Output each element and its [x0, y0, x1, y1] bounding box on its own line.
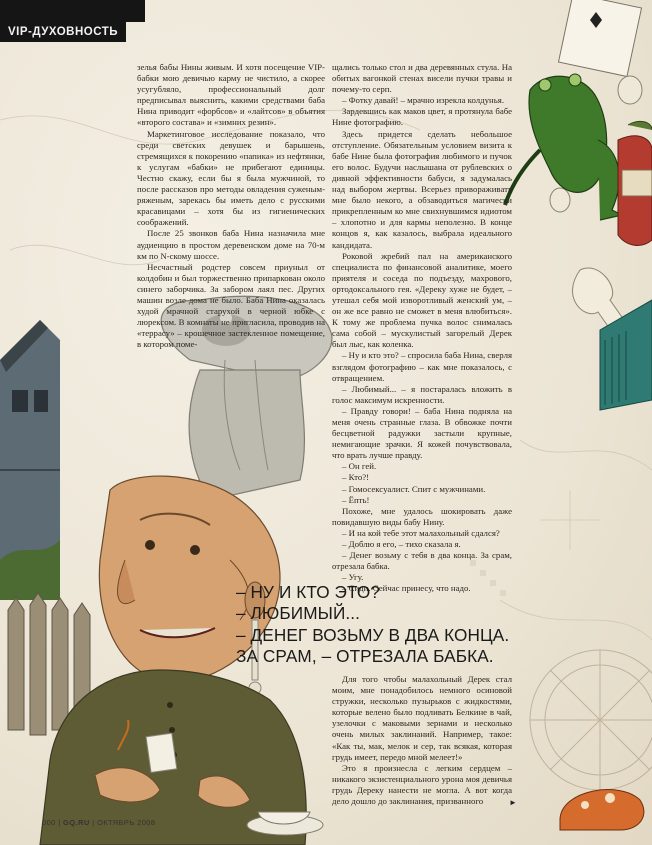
paragraph: – Он гей.: [342, 461, 377, 472]
article-column-2: [332, 62, 512, 595]
paragraph: – Любимый... – я постаралась вложить в голос максимум искренности.: [332, 383, 512, 405]
compass-drawing: [530, 650, 652, 790]
paragraph: щались только стол и два деревянных стула. На обитых вагонкой стенах висели пучки травы и почему-то серп.: [332, 62, 512, 95]
bottle-drawing: [618, 121, 652, 245]
footer-issue: ОКТЯБРЬ 2008: [96, 818, 156, 827]
section-tag-label: VIP-ДУХОВНОСТЬ: [8, 26, 119, 38]
paragraph: Здесь придется сделать небольшое отступление. Обязательным условием визита к бабе Нине была фотография любимого и пучок его волос. Будучи наслышана от рублевских о дивной эффективности бабуси, я задумалась над выбором жертвы. Всерьез привораживать мне было некого, а обзаводиться магически прикрепленным ко мне свихнувшимся идиотом – хлопотно и для кармы неполезно. В конце концов я, как казалось, выбрала идеального кандидата.: [332, 128, 512, 250]
article-column-3: [332, 674, 512, 807]
section-tag: [0, 22, 126, 42]
pull-quote: [236, 582, 536, 668]
paragraph: Похоже, мне удалось шокировать даже повидавшую виды бабу Нину.: [332, 505, 512, 527]
header-block: [0, 0, 145, 22]
paragraph: – Гомосексуалист. Спит с мужчинами.: [342, 483, 486, 494]
continue-arrow-icon: ►: [509, 798, 517, 807]
playing-card: [558, 0, 641, 77]
paragraph: – Денег возьму с тебя в два конца. За срам, отрезала бабка.: [332, 550, 512, 572]
paragraph: – Сиди. Сейчас принесу, что надо.: [342, 583, 471, 594]
footer-site: GQ.RU: [63, 818, 90, 827]
paragraph: – И на кой тебе этот малахольный сдался?: [342, 527, 500, 538]
paragraph: – Доблю я его, – тихо сказала я.: [342, 539, 461, 550]
paragraph: – Ну и кто это? – спросила баба Нина, сверля взглядом фотографию – как мне показалось, с отвращением.: [332, 350, 512, 383]
pull-quote-line: – ДЕНЕГ ВОЗЬМУ В ДВА КОНЦА.: [236, 624, 510, 645]
paragraph: Роковой жребий пал на американского специалиста по финансовой аналитике, моего приятеля и соседа по подъезду, махрового, ортодоксального гея. «Дереку хуже не будет, – утешал себя мой изворотливый женский ум, – он же все равно не сможет в меня влюбиться». К тому же проблема пучка волос снималась сама собой – мускулистый загорелый Дерек был лыс, как коленка.: [332, 250, 512, 350]
paragraph: Несчастный родстер совсем приуныл от колдобин и был торжественно припаркован около синего заборчика. За забором лаял пес. Других машин возле дома не было. Баба Нина оказалась худой мрачной старухой в черной юбке с люрексом. В комнаты не пригласила, проводив на «террасу» – крошечное застекленное помещение, в котором поме-: [137, 261, 325, 350]
paragraph: Зардевшись как маков цвет, я протянула бабе Нине фотографию.: [332, 106, 512, 128]
page-footer: [42, 818, 155, 827]
article-column-1: [137, 62, 325, 350]
page-number: 000: [42, 818, 56, 827]
house-drawing: [0, 320, 60, 600]
paragraph: зелья бабы Нины живым. И хотя посещение VIP-бабки мою девичью карму не чистило, а скорее усугубляло, профессиональный долг предписывал выяснить, какими средствами баба Нина приводит «форбсов» и «лайтсов» в объятия «второго состава» и «зимних резин».: [137, 62, 325, 128]
paragraph: После 25 звонков баба Нина назначила мне аудиенцию в простом деревенском доме на 70-м км по N-скому шоссе.: [137, 228, 325, 261]
paragraph: Это я произнесла с легким сердцем – никакого экзистенциального урона моя девичья грудь Дереку нанести не могла. А вот когда дело дошло до заклинания, призванного: [332, 762, 512, 807]
footer-separator: |: [92, 818, 97, 827]
pull-quote-line: ЗА СРАМ, – ОТРЕЗАЛА БАБКА.: [236, 646, 494, 667]
pull-quote-line: – НУ И КТО ЭТО?: [236, 582, 380, 602]
paragraph: – Правду говори! – баба Нина подняла на меня очень странные глаза. В обвожке почти бесцветной радужки застыли крупные, немигающие зрачки. Я кожей почувствовала, что врать лучше правду.: [332, 405, 512, 461]
paragraph: – Фотку давай! – мрачно изрекла колдунья.: [342, 95, 505, 106]
paragraph: – Угу.: [342, 572, 364, 583]
paragraph: Маркетинговое исследование показало, что среди светских девушек и барышень, стремящихся к покорению «папика» из нефтянки, к услугам «бабки» не прибегают единицы. Честно скажу, если бы я была мужчиной, то после рассказов про методы овладения суженым-ряженым, зарекась бы иметь дело с русскими красавицами – хотя бы из гигиенических соображений.: [137, 128, 325, 228]
mushroom-drawing: [560, 790, 644, 830]
paragraph: – Кто?!: [342, 472, 370, 483]
paragraph: Для того чтобы малахольный Дерек стал моим, мне понадобилось немного осиновой стружки, несколько пузырьков с жидкостями, которые велено было подливать Белкине в чай, узелочки с маковыми зернами и несколько очень милых заклинаний. Например, такое: «Как ты, мак, мелок и сер, так всякая, которая грудь имеет, передо мной мелеет!»: [332, 674, 512, 762]
pull-quote-line: – ЛЮБИМЫЙ...: [236, 603, 361, 624]
footer-separator: |: [58, 818, 64, 827]
paragraph: – Ёпть!: [342, 494, 370, 505]
